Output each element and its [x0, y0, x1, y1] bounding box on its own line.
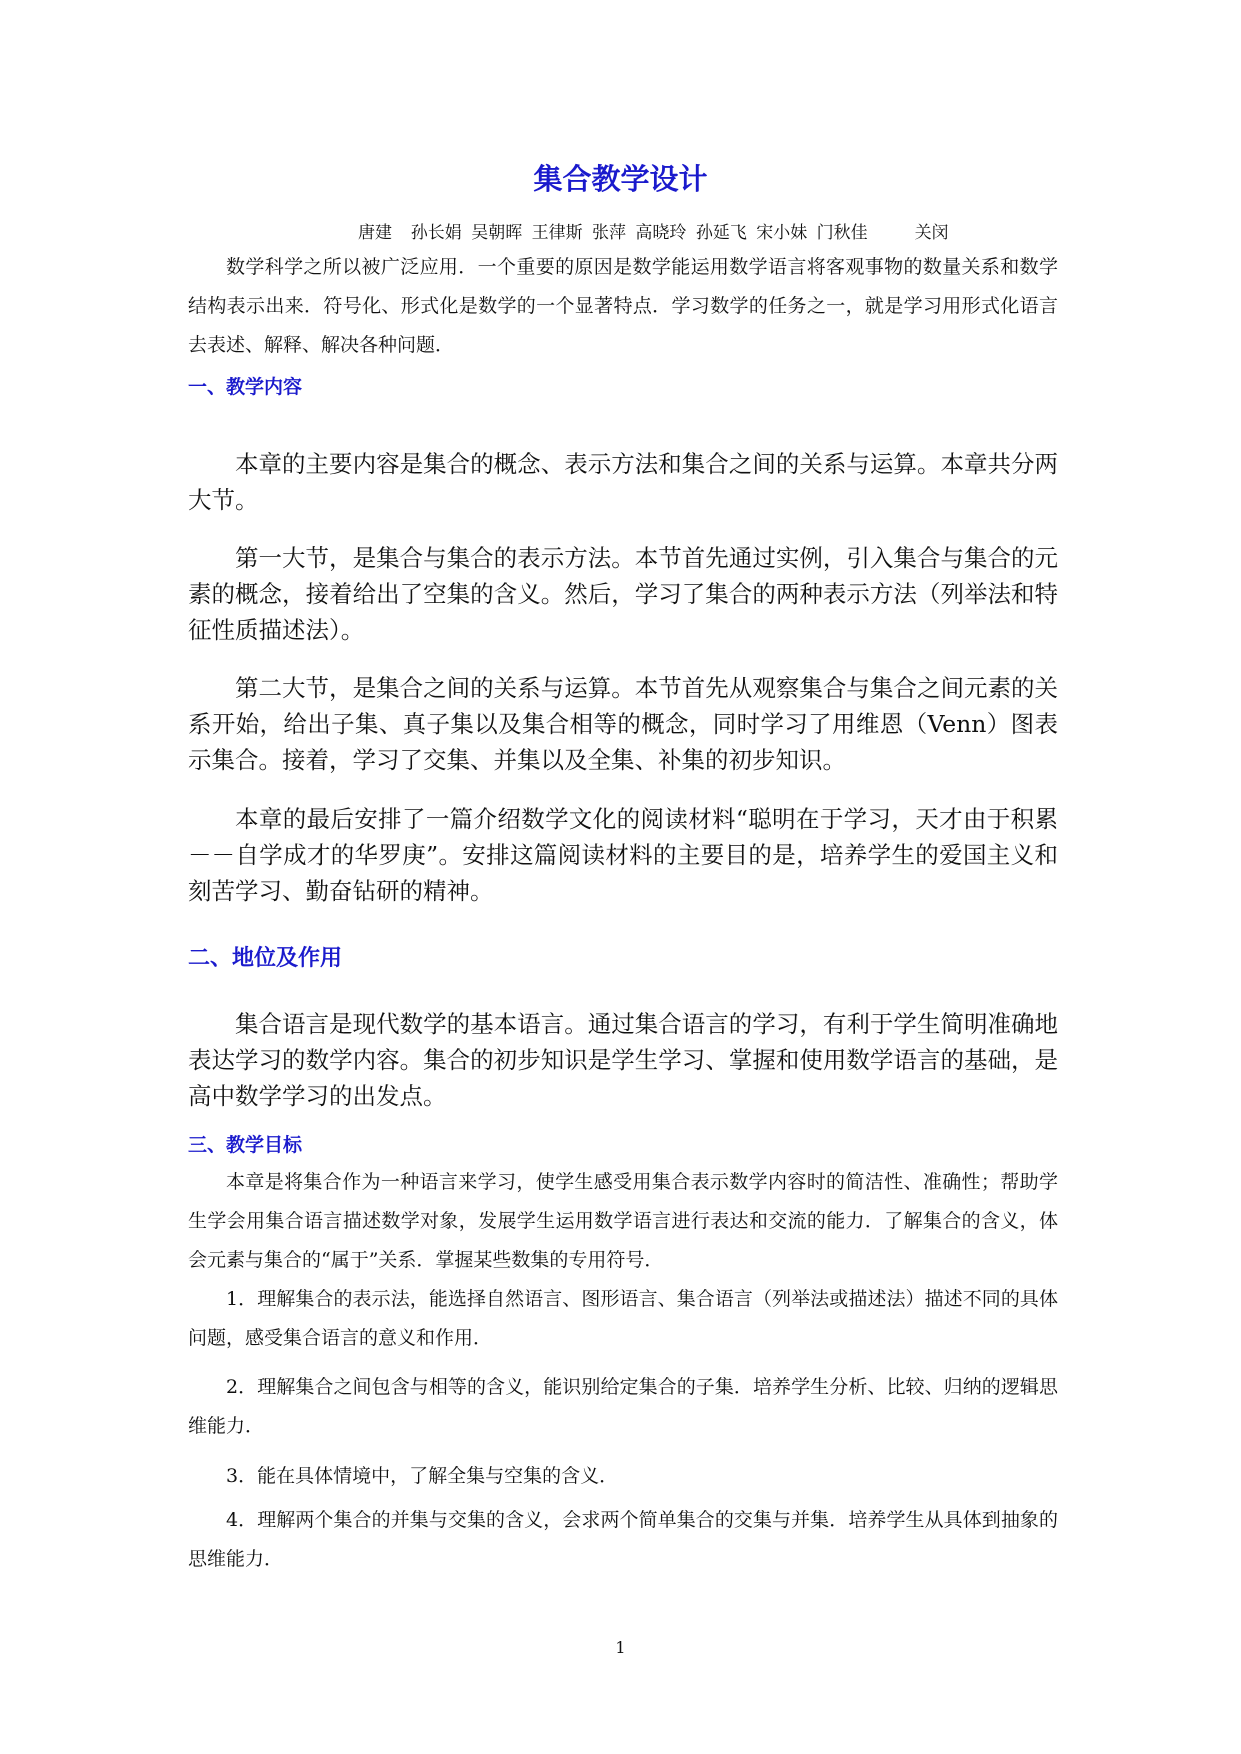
goal-item: 4．理解两个集合的并集与交集的含义，会求两个简单集合的交集与并集．培养学生从具体到抽象的思维能力．	[188, 1509, 1058, 1570]
content-paragraph: 第二大节，是集合之间的关系与运算。本节首先从观察集合与集合之间元素的关系开始，给出子集、真子集以及集合相等的概念，同时学习了用维恩（Venn）图表示集合。接着，学习了交集、并集以及全集、补集的初步知识。	[188, 674, 1058, 774]
author-list: 唐建 孙长娟 吴朝晖 王律斯 张萍 高晓玲 孙延飞 宋小妹 门秋佳 关闵	[358, 223, 949, 243]
content-paragraph: 本章的最后安排了一篇介绍数学文化的阅读材料“聪明在于学习，天才由于积累－－自学成才的华罗庚”。安排这篇阅读材料的主要目的是，培养学生的爱国主义和刻苦学习、勤奋钻研的精神。	[188, 805, 1058, 905]
section-heading-content: 一、教学内容	[188, 376, 303, 398]
role-paragraph: 集合语言是现代数学的基本语言。通过集合语言的学习，有利于学生简明准确地表达学习的数学内容。集合的初步知识是学生学习、掌握和使用数学语言的基础，是高中数学学习的出发点。	[188, 1010, 1058, 1110]
page-number: 1	[615, 1638, 626, 1657]
goals-intro-paragraph: 本章是将集合作为一种语言来学习，使学生感受用集合表示数学内容时的简洁性、准确性；帮助学生学会用集合语言描述数学对象，发展学生运用数学语言进行表达和交流的能力．了解集合的含义，体会元素与集合的“属于”关系．掌握某些数集的专用符号．	[188, 1171, 1058, 1271]
intro-paragraph: 数学科学之所以被广泛应用．一个重要的原因是数学能运用数学语言将客观事物的数量关系和数学结构表示出来．符号化、形式化是数学的一个显著特点．学习数学的任务之一，就是学习用形式化语言去表述、解释、解决各种问题．	[188, 256, 1058, 356]
document-title: 集合教学设计	[533, 162, 708, 196]
goal-item: 3．能在具体情境中，了解全集与空集的含义．	[226, 1465, 619, 1487]
section-heading-goals: 三、教学目标	[188, 1134, 303, 1156]
content-paragraph: 第一大节，是集合与集合的表示方法。本节首先通过实例，引入集合与集合的元素的概念，接着给出了空集的含义。然后，学习了集合的两种表示方法（列举法和特征性质描述法）。	[188, 544, 1058, 644]
goal-item: 2．理解集合之间包含与相等的含义，能识别给定集合的子集．培养学生分析、比较、归纳的逻辑思维能力．	[188, 1376, 1058, 1437]
goal-item: 1．理解集合的表示法，能选择自然语言、图形语言、集合语言（列举法或描述法）描述不同的具体问题，感受集合语言的意义和作用．	[188, 1288, 1058, 1349]
content-paragraph: 本章的主要内容是集合的概念、表示方法和集合之间的关系与运算。本章共分两大节。	[188, 450, 1058, 514]
section-heading-role: 二、地位及作用	[188, 946, 343, 971]
